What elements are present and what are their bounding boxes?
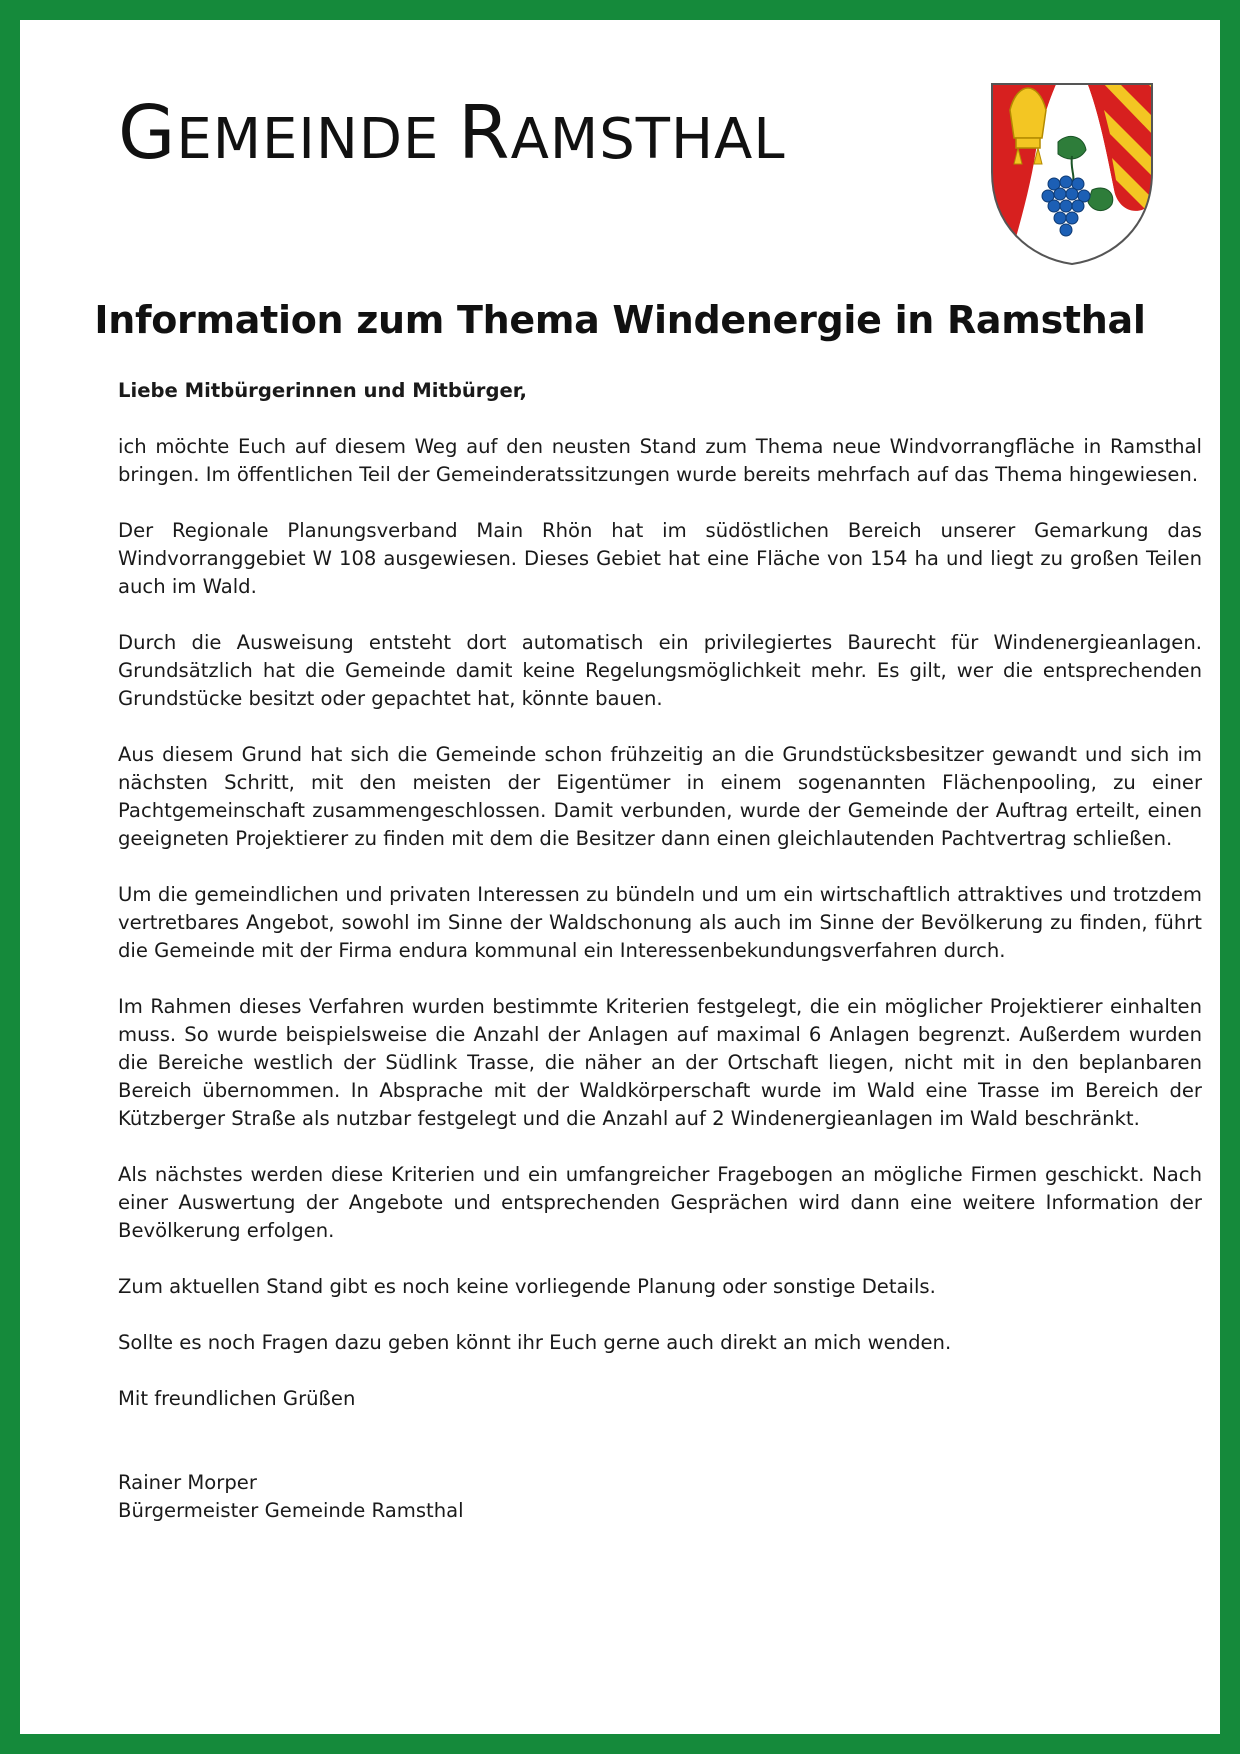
coat-of-arms-icon [988,80,1156,266]
paragraph: Um die gemeindlichen und privaten Interessen zu bündeln und um ein wirtschaftlich attraktives und trotzdem vertretbares Angebot, sowohl im Sinne der Waldschonung als auch im Sinne der Bevölkerung zu finden, führt die Gemeinde mit der Firma endura kommunal ein Interessenbekundungsverfahren durch. [118,883,1202,962]
paragraph: Aus diesem Grund hat sich die Gemeinde schon frühzeitig an die Grundstücksbesitzer gewandt und sich im nächsten Schritt, mit den meisten der Eigentümer in einem sogenannten Flächenpooling, zu einer Pachtgemeinschaft zusammengeschlossen. Damit verbunden, wurde der Gemeinde der Auftrag erteilt, einen geeigneten Projektierer zu finden mit dem die Besitzer dann einen gleichlautenden Pachtvertrag schließen. [118,743,1202,850]
paragraph: ich möchte Euch auf diesem Weg auf den neusten Stand zum Thema neue Windvorrangfläche in Ramsthal bringen. Im öffentlichen Teil der Gemeinderatssitzungen wurde bereits mehrfach auf das Thema hingewiesen. [118,435,1202,486]
document-title: Information zum Thema Windenergie in Ramsthal [94,298,1146,342]
signer-role: Bürgermeister Gemeinde Ramsthal [118,1499,464,1522]
signature-block [118,1469,1202,1525]
paragraph: Als nächstes werden diese Kriterien und ein umfangreicher Fragebogen an mögliche Firmen geschickt. Nach einer Auswertung der Angebote und entsprechenden Gesprächen wird dann eine weitere Information der Bevölkerung erfolgen. [118,1163,1202,1242]
signer-name: Rainer Morper [118,1471,257,1494]
municipality-name: GEMEINDE RAMSTHAL [118,90,786,176]
paragraph: Sollte es noch Fragen dazu geben könnt ihr Euch gerne auch direkt an mich wenden. [118,1331,952,1354]
closing: Mit freundlichen Grüßen [118,1387,356,1410]
paragraph: Durch die Ausweisung entsteht dort automatisch ein privilegiertes Baurecht für Windenergieanlagen. Grundsätzlich hat die Gemeinde damit keine Regelungsmöglichkeit mehr. Es gilt, wer die entsprechenden Grundstücke besitzt oder gepachtet hat, könnte bauen. [118,631,1202,710]
salutation: Liebe Mitbürgerinnen und Mitbürger, [118,379,527,402]
paragraph: Im Rahmen dieses Verfahren wurden bestimmte Kriterien festgelegt, die ein möglicher Projektierer einhalten muss. So wurde beispielsweise die Anzahl der Anlagen auf maximal 6 Anlagen begrenzt. Außerdem wurden die Bereiche westlich der Südlink Trasse, die näher an der Ortschaft liegen, nicht mit in den beplanbaren Bereich übernommen. In Absprache mit der Waldkörperschaft wurde im Wald eine Trasse im Bereich der Kützberger Straße als nutzbar festgelegt und die Anzahl auf 2 Windenergieanlagen im Wald beschränkt. [118,995,1202,1130]
paragraph: Der Regionale Planungsverband Main Rhön hat im südöstlichen Bereich unserer Gemarkung das Windvorranggebiet W 108 ausgewiesen. Dieses Gebiet hat eine Fläche von 154 ha und liegt zu großen Teilen auch im Wald. [118,519,1202,598]
paragraph: Zum aktuellen Stand gibt es noch keine vorliegende Planung oder sonstige Details. [118,1275,936,1298]
letter-body [118,377,1202,1525]
